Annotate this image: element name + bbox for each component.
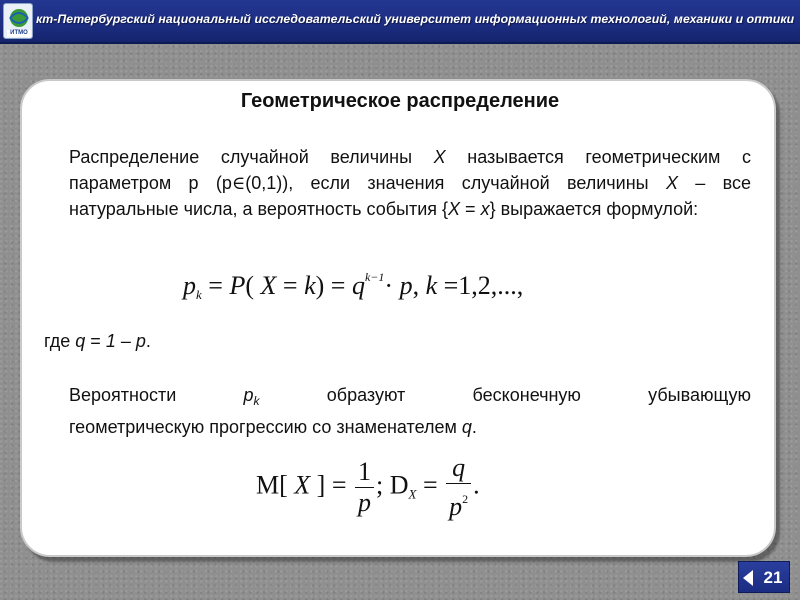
definition-text-2: называется геометрическим с параметром p (p (69, 147, 751, 193)
variance-end: . (473, 470, 480, 500)
progression-dot: . (471, 417, 477, 437)
formula-q: q (351, 271, 365, 300)
progression-line-2 (69, 414, 751, 440)
mean-denominator: p (355, 487, 374, 518)
variance-D: ; D (376, 470, 409, 500)
where-eq: = (85, 331, 106, 351)
logo-text: ИТМО (10, 30, 28, 36)
formula-close-paren: ) (315, 271, 325, 300)
definition-text-4: – все натуральные числа, а вероятность события { (69, 173, 751, 219)
progression-text-1: Вероятности (69, 385, 244, 405)
university-logo (3, 3, 33, 39)
element-of-symbol: ∈ (231, 173, 246, 193)
definition-text-5: = (460, 199, 481, 219)
formula-p2: p (399, 271, 413, 300)
formula-dot: · (384, 271, 400, 300)
formula-eq: = (324, 271, 352, 300)
progression-line-1 (69, 382, 751, 414)
probability-formula (183, 270, 523, 303)
variance-den-exp: 2 (462, 492, 469, 506)
pk-p: p (243, 385, 254, 405)
mean-fraction (355, 457, 374, 518)
var-X: X (448, 199, 461, 219)
formula-sub-k: k (196, 287, 202, 302)
var-X: X (665, 173, 678, 193)
formula-comma: , (412, 271, 426, 300)
variance-numerator: q (452, 453, 466, 482)
mean-numerator: 1 (358, 457, 371, 486)
formula-p: p (183, 271, 196, 300)
q-definition (44, 331, 151, 352)
where-q: q (75, 331, 86, 351)
page-number-badge[interactable] (738, 561, 790, 593)
mean-X: X (294, 470, 311, 500)
variance-denominator (446, 483, 471, 522)
variance-fraction (446, 453, 471, 522)
progression-q: q (461, 417, 472, 437)
var-x: x (480, 199, 490, 219)
definition-paragraph (69, 144, 751, 222)
formula-eq: = (201, 271, 230, 300)
var-X: X (433, 147, 446, 167)
formula-eq: = (276, 271, 305, 300)
university-title: кт-Петербургский национальный исследовательский университет информационных технологий, механики и оптики (36, 12, 795, 26)
definition-text-6: } выражается формулой: (489, 199, 699, 219)
where-one: 1 (105, 331, 116, 351)
where-prefix: где (44, 331, 76, 351)
header-bar (0, 0, 800, 44)
progression-text-2: образуют бесконечную убывающую (259, 385, 751, 405)
back-arrow-icon[interactable] (743, 570, 753, 586)
where-minus: – (115, 331, 136, 351)
formula-open-paren: ( (245, 271, 261, 300)
formula-P: P (229, 271, 246, 300)
page-number: 21 (763, 568, 783, 587)
where-dot: . (145, 331, 151, 351)
pk-k: k (253, 394, 260, 408)
definition-text-1: Распределение случайной величины (69, 147, 434, 167)
moments-formula (256, 453, 480, 522)
definition-text-3: (0,1)), если значения случайной величины (245, 173, 666, 193)
formula-X: X (260, 271, 277, 300)
variance-sub-X: X (408, 486, 417, 502)
formula-k2: k (425, 271, 438, 300)
progression-text-3: геометрическую прогрессию со знаменателем (69, 417, 462, 437)
slide-title: Геометрическое распределение (240, 90, 560, 112)
formula-k: k (304, 271, 316, 300)
mean-M: M[ (256, 470, 295, 500)
where-p: p (135, 331, 146, 351)
formula-tail: =1,2,..., (437, 271, 524, 300)
formula-exponent: k−1 (364, 270, 385, 284)
variance-eq: = (416, 470, 445, 500)
mean-close: ] = (310, 470, 353, 500)
variance-den-p: p (449, 492, 463, 521)
